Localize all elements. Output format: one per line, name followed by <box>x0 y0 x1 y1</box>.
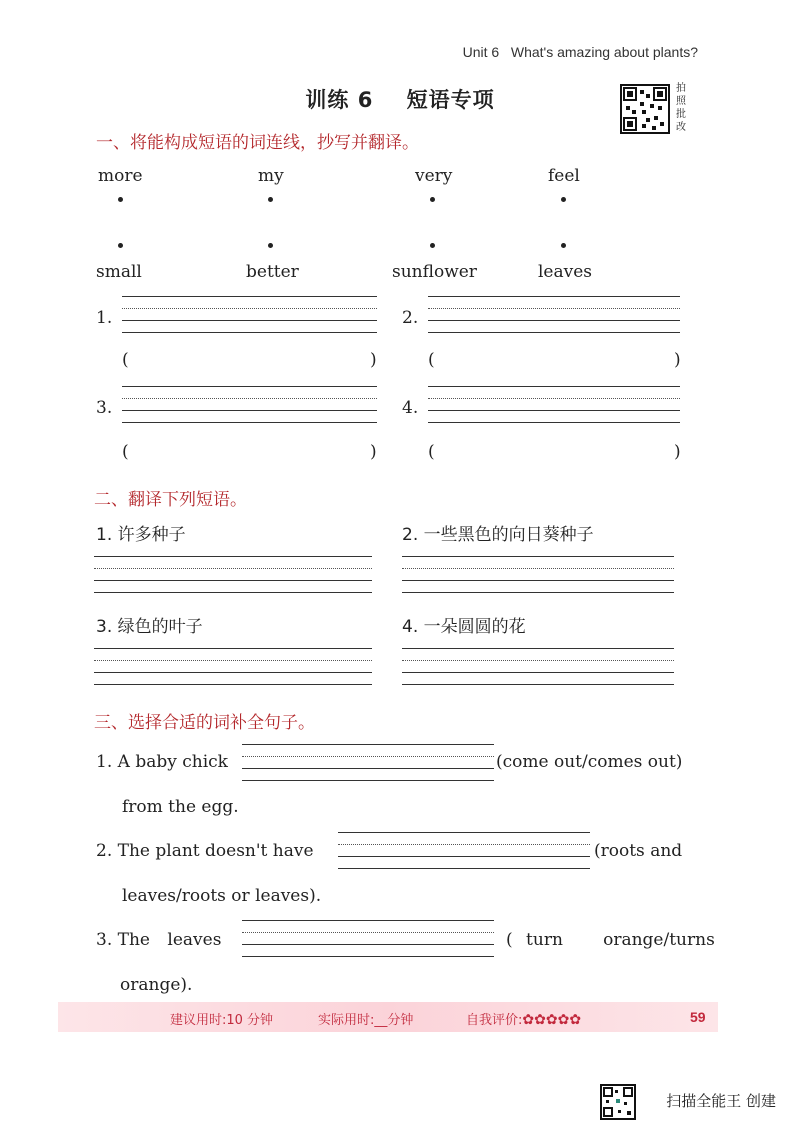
question-end: from the egg. <box>122 797 239 817</box>
writing-line[interactable] <box>428 296 680 297</box>
question-number: 2. <box>96 841 113 861</box>
writing-line[interactable] <box>428 410 680 411</box>
question-end: leaves/roots or leaves). <box>122 886 322 906</box>
bottom-word: leaves <box>538 262 593 282</box>
phrase-text: 绿色的叶子 <box>117 617 203 637</box>
question-options: (roots and <box>594 841 683 861</box>
phrase-item <box>402 520 594 545</box>
paren-close: ) <box>370 350 377 370</box>
writing-line[interactable] <box>122 296 377 297</box>
scanner-qr-icon <box>600 1084 636 1120</box>
answer-line-dotted[interactable] <box>242 932 494 933</box>
phrase-item <box>402 612 526 637</box>
bottom-word: better <box>246 262 299 282</box>
writing-line[interactable] <box>122 332 377 333</box>
writing-line-dotted[interactable] <box>402 568 674 569</box>
paren-close: ) <box>370 442 377 462</box>
phrase-number: 4. <box>402 617 419 637</box>
writing-line[interactable] <box>94 580 372 581</box>
writing-line-dotted[interactable] <box>122 308 377 309</box>
question-options: (come out/comes out) <box>496 752 683 772</box>
title-label: 训练 6 <box>305 88 374 112</box>
writing-line[interactable] <box>94 556 372 557</box>
connect-dot[interactable] <box>118 243 123 248</box>
question-options: ( turn orange/turns <box>506 930 715 950</box>
writing-line-dotted[interactable] <box>94 568 372 569</box>
item-number: 2. <box>402 308 419 328</box>
writing-line[interactable] <box>94 684 372 685</box>
writing-line[interactable] <box>122 422 377 423</box>
writing-line[interactable] <box>122 410 377 411</box>
question-text: The leaves <box>117 930 222 950</box>
answer-line[interactable] <box>242 768 494 769</box>
answer-line[interactable] <box>242 944 494 945</box>
answer-line[interactable] <box>242 744 494 745</box>
writing-line[interactable] <box>402 648 674 649</box>
phrase-item <box>96 520 186 545</box>
title-name: 短语专项 <box>406 88 495 112</box>
question-end: orange). <box>120 975 193 995</box>
answer-line[interactable] <box>338 856 590 857</box>
answer-line[interactable] <box>242 956 494 957</box>
writing-line[interactable] <box>122 386 377 387</box>
paren-open: ( <box>428 442 435 462</box>
flower-rating-icon[interactable]: ✿✿✿✿✿ <box>522 1012 582 1028</box>
answer-line[interactable] <box>338 868 590 869</box>
question-number: 3. <box>96 930 113 950</box>
question-text: A baby chick <box>117 752 228 772</box>
paren-open: ( <box>122 442 129 462</box>
writing-line[interactable] <box>428 386 680 387</box>
qr-caption: 拍照批改 <box>676 83 686 133</box>
question-2-start <box>96 841 314 861</box>
writing-line[interactable] <box>94 648 372 649</box>
writing-line[interactable] <box>428 320 680 321</box>
writing-line[interactable] <box>402 684 674 685</box>
connect-dot[interactable] <box>430 243 435 248</box>
unit-label: Unit 6 <box>462 44 500 60</box>
top-word: very <box>415 166 453 186</box>
connect-dot[interactable] <box>268 243 273 248</box>
question-number: 1. <box>96 752 113 772</box>
suggested-time: 建议用时:10 分钟 <box>170 1013 274 1028</box>
scanner-watermark: 扫描全能王 创建 <box>666 1092 776 1110</box>
connect-dot[interactable] <box>268 197 273 202</box>
question-3-start <box>96 930 221 950</box>
unit-subtitle: What's amazing about plants? <box>510 44 698 60</box>
writing-line-dotted[interactable] <box>402 660 674 661</box>
answer-line[interactable] <box>338 832 590 833</box>
qr-code-icon <box>620 84 670 134</box>
writing-line[interactable] <box>402 556 674 557</box>
top-word: more <box>98 166 143 186</box>
page-number: 59 <box>690 1009 706 1025</box>
bottom-word: sunflower <box>392 262 477 282</box>
bottom-word: small <box>96 262 142 282</box>
writing-line[interactable] <box>94 592 372 593</box>
writing-line-dotted[interactable] <box>122 398 377 399</box>
item-number: 4. <box>402 398 419 418</box>
answer-line-dotted[interactable] <box>242 756 494 757</box>
phrase-text: 许多种子 <box>117 525 186 545</box>
self-evaluation <box>466 1009 581 1028</box>
actual-time: 实际用时:__分钟 <box>318 1013 414 1028</box>
section3-heading: 三、选择合适的词补全句子。 <box>94 713 315 733</box>
writing-line[interactable] <box>402 592 674 593</box>
answer-line[interactable] <box>242 780 494 781</box>
paren-close: ) <box>674 442 681 462</box>
phrase-text: 一些黑色的向日葵种子 <box>423 525 594 545</box>
writing-line-dotted[interactable] <box>94 660 372 661</box>
paren-open: ( <box>428 350 435 370</box>
question-text: The plant doesn't have <box>117 841 314 861</box>
phrase-item <box>96 612 203 637</box>
running-header <box>463 44 698 60</box>
writing-line-dotted[interactable] <box>428 398 680 399</box>
self-eval-label: 自我评价: <box>466 1013 523 1028</box>
phrase-number: 2. <box>402 525 419 545</box>
top-word: feel <box>548 166 580 186</box>
paren-close: ) <box>674 350 681 370</box>
writing-line[interactable] <box>94 672 372 673</box>
phrase-number: 3. <box>96 617 113 637</box>
item-number: 1. <box>96 308 113 328</box>
answer-line[interactable] <box>242 920 494 921</box>
writing-line[interactable] <box>428 332 680 333</box>
section2-heading: 二、翻译下列短语。 <box>94 490 247 510</box>
top-word: my <box>258 166 284 186</box>
writing-line[interactable] <box>428 422 680 423</box>
question-1-start <box>96 752 228 772</box>
answer-line-dotted[interactable] <box>338 844 590 845</box>
connect-dot[interactable] <box>561 197 566 202</box>
section1-heading: 一、将能构成短语的词连线，抄写并翻译。 <box>96 133 419 153</box>
writing-line[interactable] <box>122 320 377 321</box>
item-number: 3. <box>96 398 113 418</box>
connect-dot[interactable] <box>430 197 435 202</box>
connect-dot[interactable] <box>118 197 123 202</box>
connect-dot[interactable] <box>561 243 566 248</box>
writing-line[interactable] <box>402 580 674 581</box>
writing-line[interactable] <box>402 672 674 673</box>
writing-line-dotted[interactable] <box>428 308 680 309</box>
paren-open: ( <box>122 350 129 370</box>
phrase-number: 1. <box>96 525 113 545</box>
phrase-text: 一朵圆圆的花 <box>423 617 526 637</box>
